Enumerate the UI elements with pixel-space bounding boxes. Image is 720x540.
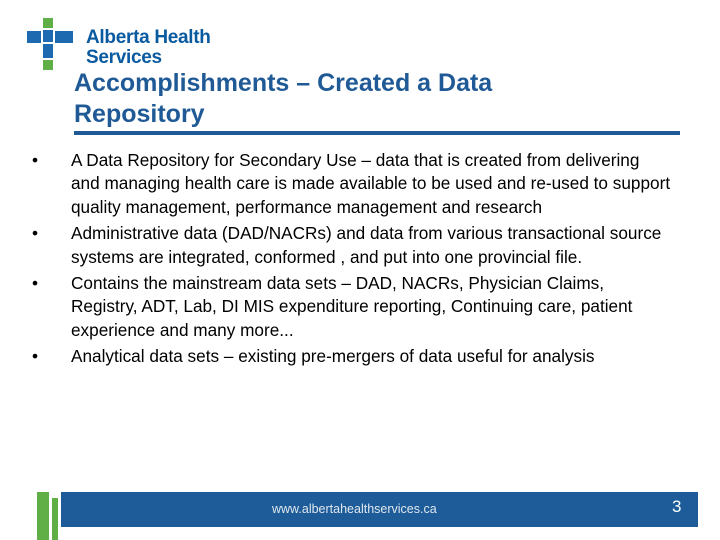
bullet-dot-icon: • [32, 346, 39, 367]
logo-wordmark [86, 28, 211, 68]
bullet-list [32, 149, 672, 372]
bullet-item [32, 345, 672, 368]
bullet-text: Analytical data sets – existing pre-mergers of data useful for analysis [71, 346, 595, 367]
footer-accent-stripe [52, 498, 58, 540]
bullet-item [32, 222, 672, 269]
ahs-logo [24, 14, 214, 70]
bullet-dot-icon: • [32, 273, 39, 294]
bullet-text: A Data Repository for Secondary Use – data that is created from delivering and managing health care is made available to be used and re-used to support quality management, performance management and research [71, 150, 671, 217]
slide-footer [0, 492, 720, 540]
logo-line-1: Alberta Health [86, 27, 211, 48]
bullet-text: Contains the mainstream data sets – DAD, NACRs, Physician Claims, Registry, ADT, Lab, DI MIS expenditure reporting, Continuing care, patient experience and many more... [71, 273, 633, 340]
slide-title: Accomplishments – Created a Data Repository [74, 69, 493, 128]
footer-url: www.albertahealthservices.ca [272, 502, 437, 516]
ahs-cross-logo-icon [24, 18, 76, 70]
bullet-item [32, 272, 672, 342]
bullet-dot-icon: • [32, 223, 39, 244]
logo-line-2: Services [86, 47, 162, 68]
page-number: 3 [672, 497, 682, 516]
footer-accent-stripe [37, 492, 49, 540]
bullet-text: Administrative data (DAD/NACRs) and data from various transactional source systems are integrated, conformed , and put into one provincial file. [71, 223, 662, 267]
bullet-dot-icon: • [32, 150, 39, 170]
title-underline [74, 131, 680, 135]
bullet-item [32, 149, 672, 219]
